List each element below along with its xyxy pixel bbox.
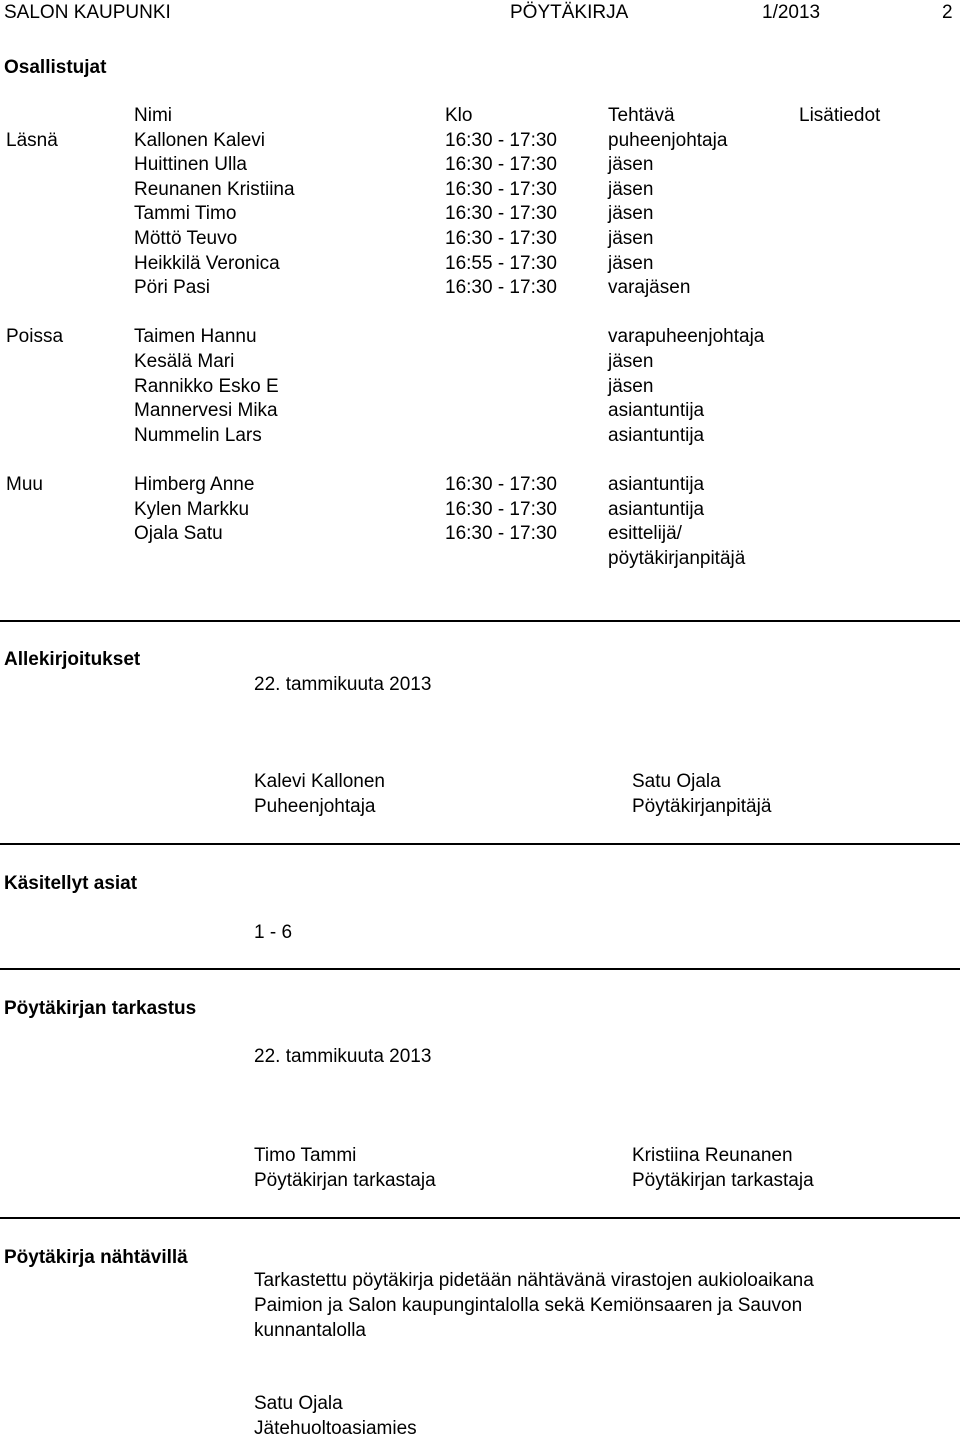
participant-row <box>0 424 960 449</box>
column-header-role: Tehtävä <box>608 105 675 126</box>
participant-role: jäsen <box>608 252 654 274</box>
display-title: Pöytäkirja nähtävillä <box>4 1247 188 1268</box>
signatures-date: 22. tammikuuta 2013 <box>254 674 432 695</box>
participant-time: 16:30 - 17:30 <box>445 154 557 176</box>
participant-row <box>0 498 960 523</box>
column-header-time: Klo <box>445 105 473 126</box>
participant-name: Möttö Teuvo <box>134 227 238 249</box>
display-line: Tarkastettu pöytäkirja pidetään nähtävänä virastojen aukioloaikana <box>254 1270 814 1291</box>
participant-role: puheenjohtaja <box>608 129 728 151</box>
items-range: 1 - 6 <box>254 922 293 943</box>
column-header-name: Nimi <box>134 105 172 126</box>
participant-role: jäsen <box>608 178 654 200</box>
participant-role: jäsen <box>608 154 654 176</box>
participant-time: 16:30 - 17:30 <box>445 227 557 249</box>
participant-role: jäsen <box>608 203 654 225</box>
divider <box>0 843 960 845</box>
secretary-role: Pöytäkirjanpitäjä <box>632 796 772 817</box>
participants-title: Osallistujat <box>4 57 107 78</box>
secretary-name: Satu Ojala <box>632 771 721 792</box>
participant-row <box>0 276 960 301</box>
display-signer-role: Jätehuoltoasiamies <box>254 1418 417 1439</box>
participant-time: 16:30 - 17:30 <box>445 277 557 299</box>
participant-role: asiantuntija <box>608 473 705 495</box>
document-number: 1/2013 <box>762 2 821 23</box>
participant-role: pöytäkirjanpitäjä <box>608 547 746 569</box>
participant-role: asiantuntija <box>608 400 705 422</box>
participants-header-row <box>0 104 960 129</box>
participant-row <box>0 350 960 375</box>
participant-name: Kylen Markku <box>134 498 250 520</box>
participant-row <box>0 547 960 572</box>
group-spacer <box>0 301 960 326</box>
signatures-title: Allekirjoitukset <box>4 649 141 670</box>
participant-role: jäsen <box>608 375 654 397</box>
reviewer-left-role: Pöytäkirjan tarkastaja <box>254 1170 436 1191</box>
divider <box>0 1217 960 1219</box>
participant-row <box>0 202 960 227</box>
review-date: 22. tammikuuta 2013 <box>254 1046 432 1067</box>
participant-time: 16:30 - 17:30 <box>445 129 557 151</box>
participant-row <box>0 153 960 178</box>
participant-role: jäsen <box>608 350 654 372</box>
participant-name: Himberg Anne <box>134 473 255 495</box>
participant-time: 16:30 - 17:30 <box>445 523 557 545</box>
participant-name: Kesälä Mari <box>134 350 235 372</box>
page-number: 2 <box>942 2 953 23</box>
participant-row <box>0 227 960 252</box>
divider <box>0 968 960 970</box>
participant-row <box>0 522 960 547</box>
participant-role: esittelijä/ <box>608 523 682 545</box>
participant-row <box>0 252 960 277</box>
attendance-group-label: Läsnä <box>6 129 58 151</box>
chair-name: Kalevi Kallonen <box>254 771 385 792</box>
display-signer-name: Satu Ojala <box>254 1393 343 1414</box>
display-line: kunnantalolla <box>254 1320 366 1341</box>
participant-time: 16:30 - 17:30 <box>445 498 557 520</box>
participant-row <box>0 325 960 350</box>
divider <box>0 620 960 622</box>
column-header-info: Lisätiedot <box>799 105 881 126</box>
participant-role: jäsen <box>608 227 654 249</box>
participant-row <box>0 399 960 424</box>
participant-name: Tammi Timo <box>134 203 237 225</box>
group-spacer <box>0 448 960 473</box>
participant-name: Heikkilä Veronica <box>134 252 280 274</box>
participants-table <box>0 104 960 571</box>
participant-time: 16:30 - 17:30 <box>445 178 557 200</box>
participant-role: asiantuntija <box>608 498 705 520</box>
participant-role: varapuheenjohtaja <box>608 326 765 348</box>
display-line: Paimion ja Salon kaupungintalolla sekä Kemiönsaaren ja Sauvon <box>254 1295 803 1316</box>
participant-row <box>0 129 960 154</box>
participant-name: Rannikko Esko E <box>134 375 279 397</box>
participant-row <box>0 473 960 498</box>
participant-role: asiantuntija <box>608 424 705 446</box>
participant-name: Reunanen Kristiina <box>134 178 295 200</box>
chair-role: Puheenjohtaja <box>254 796 376 817</box>
attendance-group-label: Poissa <box>6 326 64 348</box>
participant-name: Taimen Hannu <box>134 326 257 348</box>
participant-time: 16:55 - 17:30 <box>445 252 557 274</box>
participant-row <box>0 375 960 400</box>
attendance-group-label: Muu <box>6 473 43 495</box>
participant-row <box>0 178 960 203</box>
participant-name: Ojala Satu <box>134 523 223 545</box>
participant-name: Huittinen Ulla <box>134 154 247 176</box>
participant-name: Kallonen Kalevi <box>134 129 265 151</box>
reviewer-right-name: Kristiina Reunanen <box>632 1145 793 1166</box>
reviewer-right-role: Pöytäkirjan tarkastaja <box>632 1170 814 1191</box>
participant-role: varajäsen <box>608 277 691 299</box>
review-title: Pöytäkirjan tarkastus <box>4 998 197 1019</box>
participant-name: Nummelin Lars <box>134 424 262 446</box>
participant-name: Mannervesi Mika <box>134 400 278 422</box>
reviewer-left-name: Timo Tammi <box>254 1145 357 1166</box>
organization-name: SALON KAUPUNKI <box>4 2 171 23</box>
participant-name: Pöri Pasi <box>134 277 211 299</box>
participant-time: 16:30 - 17:30 <box>445 473 557 495</box>
participant-time: 16:30 - 17:30 <box>445 203 557 225</box>
items-title: Käsitellyt asiat <box>4 873 138 894</box>
document-type: PÖYTÄKIRJA <box>510 2 629 23</box>
